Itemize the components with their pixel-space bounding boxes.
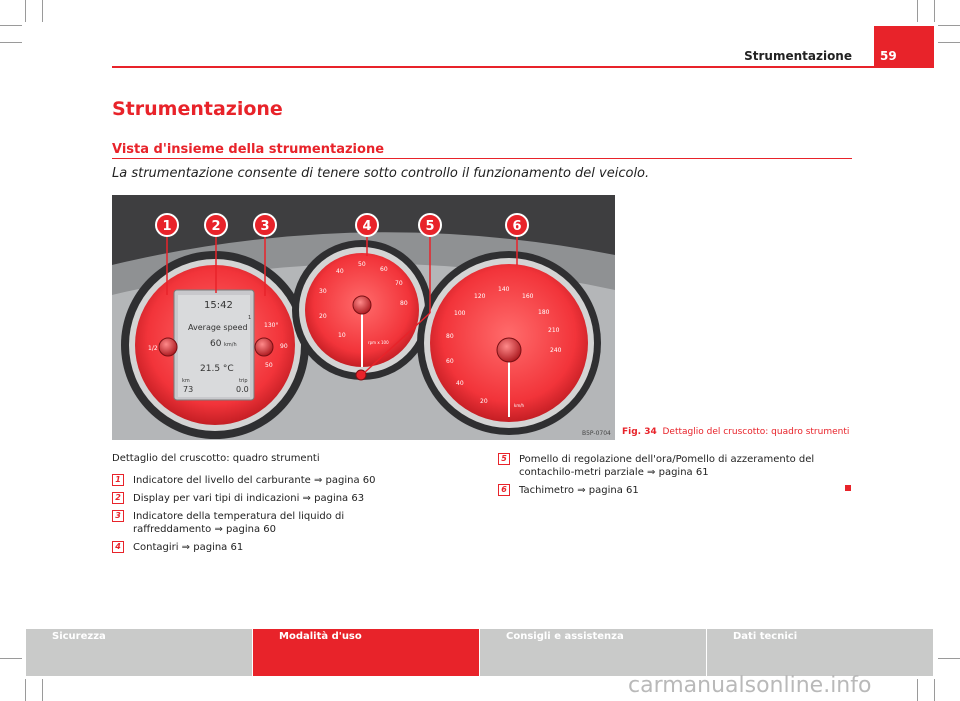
display-indicator: 1 (248, 315, 252, 321)
tach-label: 80 (400, 300, 408, 307)
list-item (498, 453, 854, 479)
item-text: Tachimetro ⇒ pagina 61 (519, 485, 639, 496)
intro-text: La strumentazione consente di tenere sotto controllo il funzionamento del veicolo. (112, 166, 650, 181)
speedo-label: 40 (456, 380, 464, 387)
crop-mark (0, 42, 22, 43)
figure-caption-text: Dettaglio del cruscotto: quadro strumenti (662, 427, 850, 437)
speedo-label: 210 (548, 327, 560, 334)
display-km-label: km (182, 378, 190, 384)
speedo-label: 80 (446, 333, 454, 340)
figure-caption (622, 427, 849, 437)
display-mode: Average speed (188, 323, 248, 332)
item-number: 2 (112, 492, 124, 504)
speedo-label: 240 (550, 347, 562, 354)
page-number: 59 (880, 49, 897, 63)
item-number: 1 (112, 474, 124, 486)
footer-tab-dati-tecnici[interactable]: Dati tecnici (707, 629, 934, 676)
tach-label: 70 (395, 280, 403, 287)
display-temperature: 21.5 °C (200, 364, 234, 374)
callout-2: 2 (211, 219, 221, 234)
crop-mark (42, 0, 43, 22)
tach-label: 30 (319, 288, 327, 295)
list-item (112, 541, 412, 554)
fuel-label: 1/2 (148, 345, 158, 352)
header-rule (112, 66, 934, 68)
speedo-label: 100 (454, 310, 466, 317)
crop-mark (42, 679, 43, 701)
item-number: 4 (112, 541, 124, 553)
crop-mark (934, 679, 935, 701)
tach-label: 20 (319, 313, 327, 320)
crop-mark (938, 658, 960, 659)
tach-label: 40 (336, 268, 344, 275)
watermark: carmanualsonline.info (628, 673, 872, 698)
footer-tab-consigli[interactable]: Consigli e assistenza (480, 629, 707, 676)
tach-label: 50 (358, 261, 366, 268)
crop-mark (917, 0, 918, 22)
temp-label: 90 (280, 343, 288, 350)
speedo-label: 60 (446, 358, 454, 365)
display-trip-value: 0.0 (236, 385, 249, 394)
display-trip-label: trip (239, 378, 248, 384)
footer-nav (26, 629, 934, 676)
tach-label: 10 (338, 332, 346, 339)
item-number: 5 (498, 453, 510, 465)
speedo-unit: km/h (514, 403, 525, 408)
display-km-value: 73 (183, 385, 194, 394)
running-title: Strumentazione (744, 49, 852, 63)
tach-unit: rpm x 100 (368, 340, 389, 345)
crop-mark (25, 679, 26, 701)
legend-column-right (498, 453, 854, 502)
subsection-title: Vista d'insieme della strumentazione (112, 142, 385, 157)
item-text: Indicatore del livello del carburante ⇒ pagina 60 (133, 475, 376, 486)
footer-tab-modalita-uso[interactable]: Modalità d'uso (253, 629, 480, 676)
speedo-label: 140 (498, 286, 510, 293)
list-item (112, 510, 412, 536)
display-value: 60 (210, 339, 222, 349)
list-item (112, 492, 412, 505)
display-time: 15:42 (204, 300, 233, 311)
crop-mark (934, 0, 935, 22)
speedo-label: 120 (474, 293, 486, 300)
instrument-cluster-svg (112, 195, 615, 440)
callout-3: 3 (260, 219, 270, 234)
speedo-label: 160 (522, 293, 534, 300)
subsection-rule (112, 158, 852, 159)
item-number: 6 (498, 484, 510, 496)
figure-ref-code: B5P-0704 (582, 430, 611, 437)
display-value-unit: km/h (224, 342, 237, 348)
footer-tab-sicurezza[interactable]: Sicurezza (26, 629, 253, 676)
item-text: Display per vari tipi di indicazioni ⇒ pagina 63 (133, 493, 365, 504)
crop-mark (938, 25, 960, 26)
legend-column-left (112, 453, 412, 559)
temp-label: 50 (265, 362, 273, 369)
legend-title: Dettaglio del cruscotto: quadro strumenti (112, 453, 320, 464)
callout-5: 5 (425, 219, 435, 234)
list-item (498, 484, 854, 497)
crop-mark (25, 0, 26, 22)
section-end-marker (845, 485, 851, 491)
tach-label: 60 (380, 266, 388, 273)
crop-mark (0, 658, 22, 659)
crop-mark (938, 42, 960, 43)
section-title: Strumentazione (112, 98, 283, 120)
callout-6: 6 (512, 219, 522, 234)
item-text: Indicatore della temperatura del liquido di raffreddamento ⇒ pagina 60 (133, 511, 345, 535)
item-number: 3 (112, 510, 124, 522)
speedo-label: 180 (538, 309, 550, 316)
item-text: Contagiri ⇒ pagina 61 (133, 542, 244, 553)
item-text: Pomello di regolazione dell'ora/Pomello di azzeramento del contachilo-metri parziale ⇒ pagina 61 (519, 454, 815, 478)
speedo-label: 20 (480, 398, 488, 405)
crop-mark (0, 25, 22, 26)
figure-caption-prefix: Fig. 34 (622, 427, 657, 437)
callout-1: 1 (162, 219, 172, 234)
list-item (112, 474, 412, 487)
crop-mark (917, 679, 918, 701)
instrument-cluster-figure (112, 195, 615, 440)
callout-4: 4 (362, 219, 372, 234)
temp-label: 130° (264, 322, 279, 329)
